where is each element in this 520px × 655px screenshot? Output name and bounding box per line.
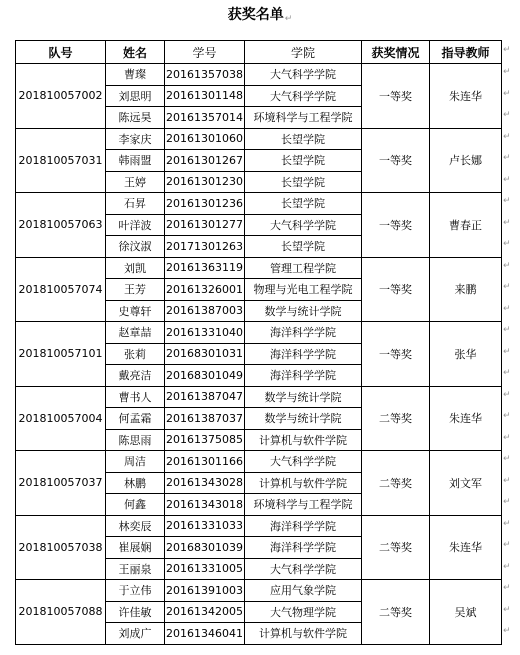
team-number-cell: 201810057031 xyxy=(16,128,106,193)
college-cell: 海洋科学学院 xyxy=(245,343,362,365)
college-cell: 海洋科学学院 xyxy=(245,365,362,387)
table-row xyxy=(16,386,502,408)
college-cell: 海洋科学学院 xyxy=(245,322,362,344)
member-name-cell: 叶洋波 xyxy=(106,214,165,236)
student-id-cell: 20161301230 xyxy=(165,171,245,193)
advisor-cell: 朱连华 xyxy=(430,64,502,129)
row-end-mark-icon: ↵ xyxy=(503,583,511,594)
college-cell: 海洋科学学院 xyxy=(245,515,362,537)
student-id-cell: 20161357038 xyxy=(165,64,245,86)
student-id-cell: 20161301267 xyxy=(165,150,245,172)
student-id-cell: 20161387047 xyxy=(165,386,245,408)
award-cell: 一等奖 xyxy=(362,193,430,258)
student-id-cell: 20161301148 xyxy=(165,85,245,107)
advisor-cell: 张华 xyxy=(430,322,502,387)
member-name-cell: 陈远昊 xyxy=(106,107,165,129)
college-cell: 大气科学学院 xyxy=(245,558,362,580)
student-id-cell: 20161301236 xyxy=(165,193,245,215)
team-number-cell: 201810057004 xyxy=(16,386,106,451)
row-end-mark-icon: ↵ xyxy=(503,260,511,271)
member-name-cell: 王婷 xyxy=(106,171,165,193)
table-row xyxy=(16,322,502,344)
row-end-mark-icon: ↵ xyxy=(503,174,511,185)
row-end-mark-icon: ↵ xyxy=(503,282,511,293)
college-cell: 长望学院 xyxy=(245,236,362,258)
student-id-cell: 20161331040 xyxy=(165,322,245,344)
row-end-mark-icon: ↵ xyxy=(503,389,511,400)
row-end-mark-icon: ↵ xyxy=(503,518,511,529)
member-name-cell: 于立伟 xyxy=(106,580,165,602)
row-end-mark-icon: ↵ xyxy=(503,475,511,486)
header-advisor: 指导教师 xyxy=(430,41,502,64)
member-name-cell: 赵章喆 xyxy=(106,322,165,344)
row-end-mark-icon: ↵ xyxy=(503,67,511,78)
college-cell: 应用气象学院 xyxy=(245,580,362,602)
team-number-cell: 201810057101 xyxy=(16,322,106,387)
student-id-cell: 20161342005 xyxy=(165,601,245,623)
row-end-mark-icon: ↵ xyxy=(503,217,511,228)
member-name-cell: 林鹏 xyxy=(106,472,165,494)
header-row xyxy=(16,41,502,64)
award-cell: 二等奖 xyxy=(362,580,430,645)
table-body xyxy=(16,64,502,645)
member-name-cell: 许佳敏 xyxy=(106,601,165,623)
team-number-cell: 201810057063 xyxy=(16,193,106,258)
member-name-cell: 曹璨 xyxy=(106,64,165,86)
table-row xyxy=(16,515,502,537)
college-cell: 管理工程学院 xyxy=(245,257,362,279)
college-cell: 计算机与软件学院 xyxy=(245,429,362,451)
row-end-mark-icon: ↵ xyxy=(503,196,511,207)
member-name-cell: 张莉 xyxy=(106,343,165,365)
table-row xyxy=(16,580,502,602)
student-id-cell: 20161375085 xyxy=(165,429,245,451)
college-cell: 物理与光电工程学院 xyxy=(245,279,362,301)
college-cell: 长望学院 xyxy=(245,150,362,172)
table-row xyxy=(16,128,502,150)
advisor-cell: 朱连华 xyxy=(430,515,502,580)
member-name-cell: 曹书人 xyxy=(106,386,165,408)
student-id-cell: 20168301049 xyxy=(165,365,245,387)
member-name-cell: 韩雨盟 xyxy=(106,150,165,172)
member-name-cell: 徐汶淑 xyxy=(106,236,165,258)
row-end-mark-icon: ↵ xyxy=(503,454,511,465)
row-end-mark-icon: ↵ xyxy=(503,110,511,121)
header-name: 姓名 xyxy=(106,41,165,64)
award-cell: 一等奖 xyxy=(362,257,430,322)
college-cell: 大气物理学院 xyxy=(245,601,362,623)
award-cell: 二等奖 xyxy=(362,515,430,580)
college-cell: 大气科学学院 xyxy=(245,64,362,86)
award-cell: 一等奖 xyxy=(362,322,430,387)
member-name-cell: 何孟霜 xyxy=(106,408,165,430)
student-id-cell: 20161301060 xyxy=(165,128,245,150)
student-id-cell: 20161301166 xyxy=(165,451,245,473)
college-cell: 计算机与软件学院 xyxy=(245,472,362,494)
member-name-cell: 刘思明 xyxy=(106,85,165,107)
team-number-cell: 201810057038 xyxy=(16,515,106,580)
student-id-cell: 20161346041 xyxy=(165,623,245,645)
advisor-cell: 来鹏 xyxy=(430,257,502,322)
member-name-cell: 戴亮洁 xyxy=(106,365,165,387)
student-id-cell: 20161343028 xyxy=(165,472,245,494)
student-id-cell: 20161326001 xyxy=(165,279,245,301)
student-id-cell: 20161391003 xyxy=(165,580,245,602)
member-name-cell: 何鑫 xyxy=(106,494,165,516)
student-id-cell: 20161387037 xyxy=(165,408,245,430)
row-end-mark-icon: ↵ xyxy=(503,497,511,508)
table-row xyxy=(16,257,502,279)
row-end-mark-icon: ↵ xyxy=(503,239,511,250)
college-cell: 计算机与软件学院 xyxy=(245,623,362,645)
header-award: 获奖情况 xyxy=(362,41,430,64)
title-text: 获奖名单 xyxy=(227,7,284,23)
row-end-mark-icon: ↵ xyxy=(503,303,511,314)
header-college: 学院 xyxy=(245,41,362,64)
student-id-cell: 20161331005 xyxy=(165,558,245,580)
row-end-mark-icon: ↵ xyxy=(503,561,511,572)
table-row xyxy=(16,451,502,473)
college-cell: 长望学院 xyxy=(245,128,362,150)
header-team-no: 队号 xyxy=(16,41,106,64)
row-end-mark-icon: ↵ xyxy=(503,432,511,443)
student-id-cell: 20161363119 xyxy=(165,257,245,279)
header-student-id: 学号 xyxy=(165,41,245,64)
advisor-cell: 刘文军 xyxy=(430,451,502,516)
student-id-cell: 20171301263 xyxy=(165,236,245,258)
row-end-mark-icon: ↵ xyxy=(503,368,511,379)
college-cell: 数学与统计学院 xyxy=(245,386,362,408)
award-cell: 二等奖 xyxy=(362,451,430,516)
student-id-cell: 20161343018 xyxy=(165,494,245,516)
award-cell: 一等奖 xyxy=(362,128,430,193)
document-title xyxy=(0,4,520,26)
row-end-mark-icon: ↵ xyxy=(503,45,511,55)
college-cell: 大气科学学院 xyxy=(245,85,362,107)
team-number-cell: 201810057088 xyxy=(16,580,106,645)
member-name-cell: 林奕辰 xyxy=(106,515,165,537)
advisor-cell: 吴斌 xyxy=(430,580,502,645)
college-cell: 环境科学与工程学院 xyxy=(245,107,362,129)
student-id-cell: 20161387003 xyxy=(165,300,245,322)
college-cell: 大气科学学院 xyxy=(245,214,362,236)
college-cell: 大气科学学院 xyxy=(245,451,362,473)
member-name-cell: 刘成广 xyxy=(106,623,165,645)
member-name-cell: 石昇 xyxy=(106,193,165,215)
student-id-cell: 20161301277 xyxy=(165,214,245,236)
award-table xyxy=(15,40,502,645)
member-name-cell: 王芳 xyxy=(106,279,165,301)
award-cell: 一等奖 xyxy=(362,64,430,129)
member-name-cell: 王丽泉 xyxy=(106,558,165,580)
row-end-mark-icon: ↵ xyxy=(503,626,511,637)
row-end-mark-icon: ↵ xyxy=(503,131,511,142)
paragraph-mark-icon: ↵ xyxy=(284,14,293,24)
college-cell: 环境科学与工程学院 xyxy=(245,494,362,516)
row-end-mark-icon: ↵ xyxy=(503,346,511,357)
advisor-cell: 朱连华 xyxy=(430,386,502,451)
member-name-cell: 史尊轩 xyxy=(106,300,165,322)
college-cell: 数学与统计学院 xyxy=(245,300,362,322)
college-cell: 数学与统计学院 xyxy=(245,408,362,430)
member-name-cell: 崔展娴 xyxy=(106,537,165,559)
row-end-mark-icon: ↵ xyxy=(503,411,511,422)
student-id-cell: 20161331033 xyxy=(165,515,245,537)
member-name-cell: 刘凯 xyxy=(106,257,165,279)
row-end-mark-icon: ↵ xyxy=(503,153,511,164)
table-row xyxy=(16,193,502,215)
member-name-cell: 周洁 xyxy=(106,451,165,473)
college-cell: 长望学院 xyxy=(245,193,362,215)
college-cell: 长望学院 xyxy=(245,171,362,193)
student-id-cell: 20168301039 xyxy=(165,537,245,559)
table-row xyxy=(16,64,502,86)
team-number-cell: 201810057037 xyxy=(16,451,106,516)
student-id-cell: 20168301031 xyxy=(165,343,245,365)
award-cell: 二等奖 xyxy=(362,386,430,451)
team-number-cell: 201810057002 xyxy=(16,64,106,129)
advisor-cell: 卢长娜 xyxy=(430,128,502,193)
member-name-cell: 李家庆 xyxy=(106,128,165,150)
student-id-cell: 20161357014 xyxy=(165,107,245,129)
team-number-cell: 201810057074 xyxy=(16,257,106,322)
row-end-mark-icon: ↵ xyxy=(503,325,511,336)
row-end-mark-icon: ↵ xyxy=(503,88,511,99)
member-name-cell: 陈思雨 xyxy=(106,429,165,451)
college-cell: 海洋科学学院 xyxy=(245,537,362,559)
advisor-cell: 曹春正 xyxy=(430,193,502,258)
row-end-mark-icon: ↵ xyxy=(503,540,511,551)
row-end-mark-icon: ↵ xyxy=(503,604,511,615)
